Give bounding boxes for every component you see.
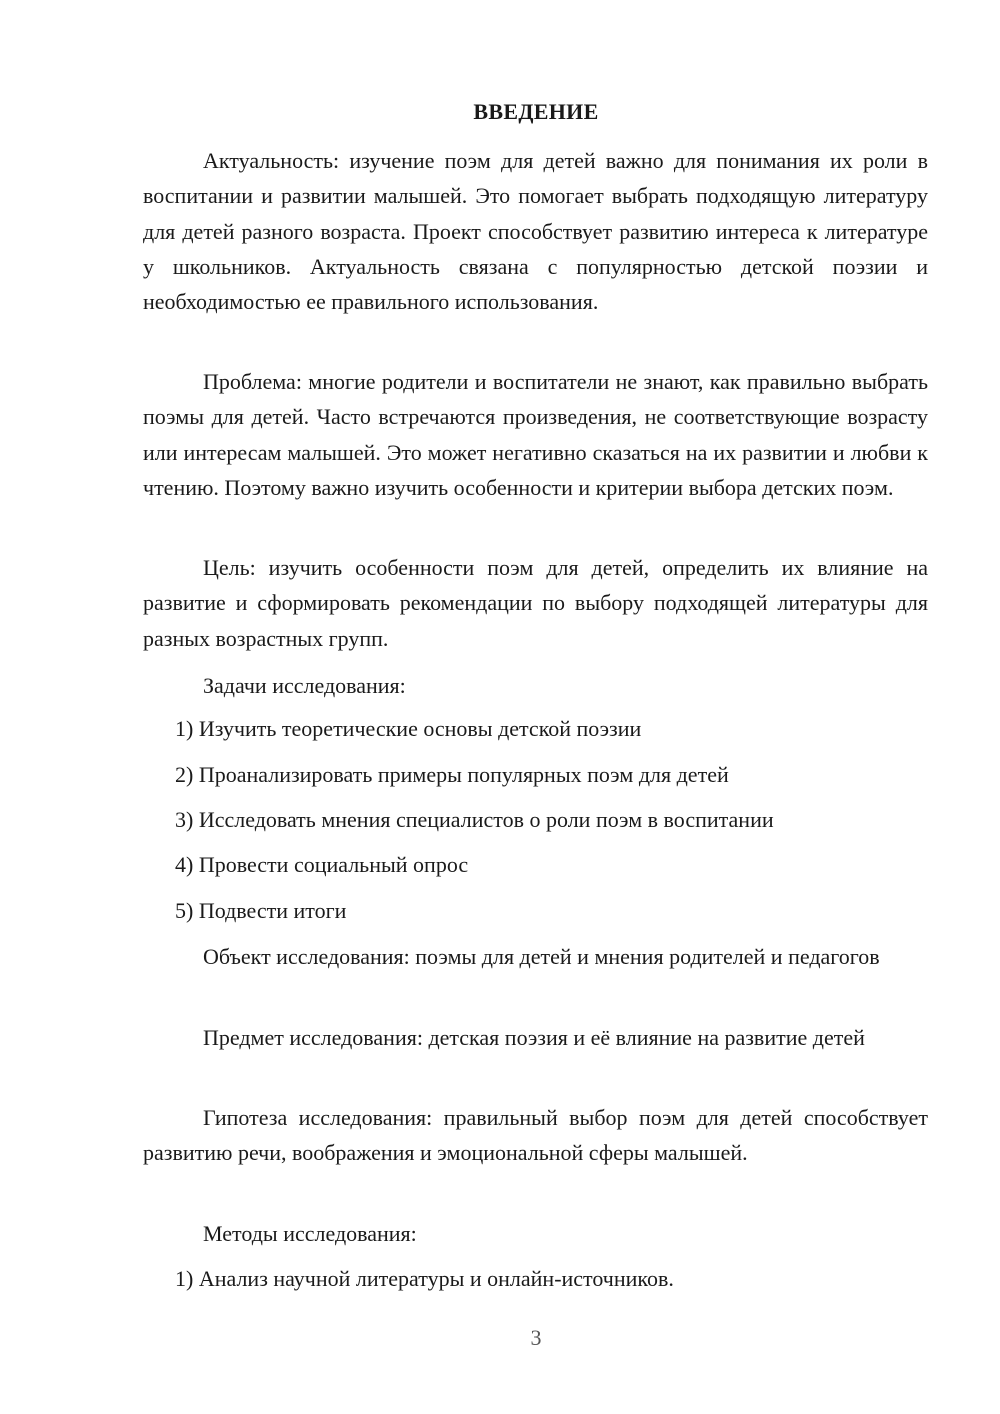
task-item: 1) Изучить теоретические основы детской поэзии	[175, 716, 642, 741]
page-number: 3	[530, 1325, 542, 1350]
section-title: ВВЕДЕНИЕ	[473, 99, 599, 124]
task-item: 2) Проанализировать примеры популярных поэм для детей	[175, 762, 729, 787]
method-item: 1) Анализ научной литературы и онлайн-источников.	[175, 1266, 674, 1291]
tasks-heading: Задачи исследования:	[203, 673, 406, 698]
subject-paragraph: Предмет исследования: детская поэзия и её влияние на развитие детей	[203, 1025, 865, 1050]
task-item: 5) Подвести итоги	[175, 898, 347, 923]
task-item: 3) Исследовать мнения специалистов о роли поэм в воспитании	[175, 807, 774, 832]
relevance-paragraph: Актуальность: изучение поэм для детей важно для понимания их роли в воспитании и развитии малышей. Это помогает выбрать подходящую литературу для детей разного возраста. Проект способствует развитию интереса к литературе у школьников. Актуальность связана с популярностью детской поэзии и необходимостью ее правильного использования.	[143, 148, 928, 315]
hypothesis-paragraph: Гипотеза исследования: правильный выбор поэм для детей способствует развитию речи, воображения и эмоциональной сферы малышей.	[143, 1105, 928, 1166]
task-item: 4) Провести социальный опрос	[175, 852, 469, 877]
object-paragraph: Объект исследования: поэмы для детей и мнения родителей и педагогов	[203, 944, 880, 969]
methods-heading: Методы исследования:	[203, 1221, 417, 1246]
goal-paragraph: Цель: изучить особенности поэм для детей, определить их влияние на развитие и сформировать рекомендации по выбору подходящей литературы для разных возрастных групп.	[143, 555, 928, 651]
problem-paragraph: Проблема: многие родители и воспитатели не знают, как правильно выбрать поэмы для детей. Часто встречаются произведения, не соответствующие возрасту или интересам малышей. Это может негативно сказаться на их развитии и любви к чтению. Поэтому важно изучить особенности и критерии выбора детских поэм.	[143, 369, 928, 500]
